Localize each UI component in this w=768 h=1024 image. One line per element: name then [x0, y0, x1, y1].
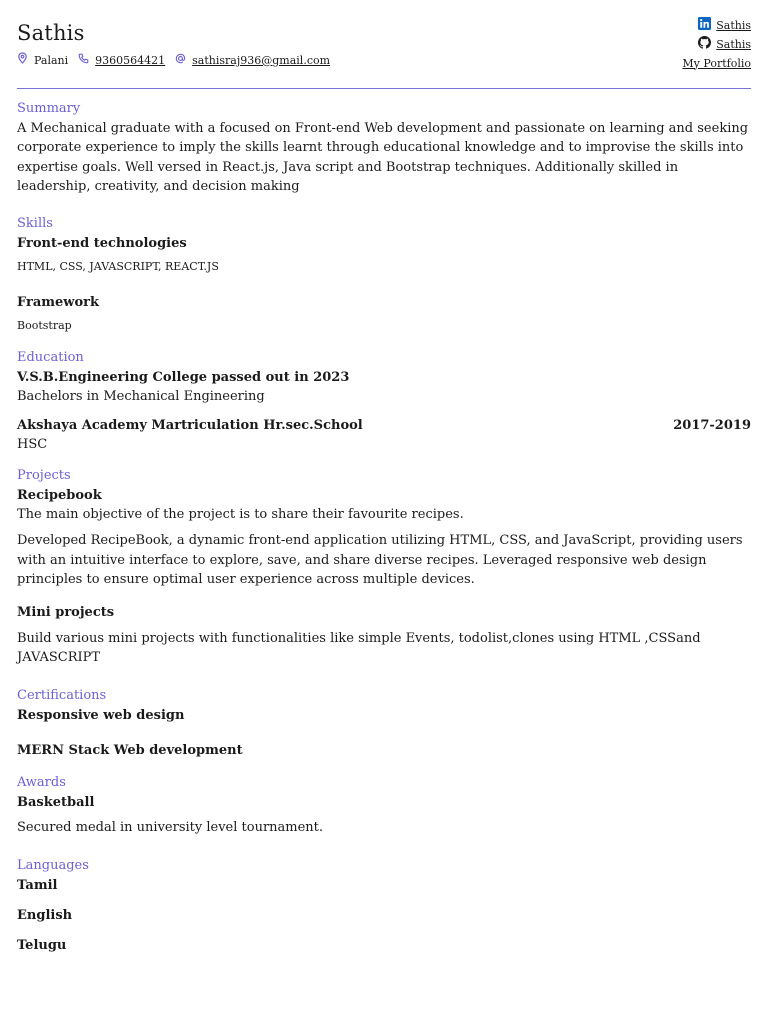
award-name: Basketball	[17, 795, 95, 810]
profile-links	[682, 16, 751, 73]
education-institution: V.S.B.Engineering College passed out in 2023	[17, 370, 350, 385]
location-text: Palani	[34, 53, 69, 67]
skill-group-name: Front-end technologies	[17, 236, 187, 251]
at-sign-icon	[175, 53, 192, 69]
education-institution: Akshaya Academy Martriculation Hr.sec.School	[17, 418, 363, 434]
certifications-section	[17, 687, 751, 760]
project-name: Mini projects	[17, 605, 115, 621]
summary-text: A Mechanical graduate with a focused on Front-end Web development and passionate on learning and seeking corporate experience to imply the skills learnt through educational knowledge and to improvise the skills into expertise goals. Well versed in React.js, Java script and Bootstrap techniques. Additionally skilled in leadership, creativity, and decision making	[17, 121, 749, 194]
location-item	[17, 52, 68, 69]
github-row	[682, 35, 751, 54]
education-heading: Education	[17, 350, 84, 365]
candidate-name: Sathis	[17, 21, 85, 45]
project-objective: The main objective of the project is to share their favourite recipes.	[17, 507, 464, 522]
awards-heading: Awards	[17, 775, 66, 790]
education-years: 2017-2019	[673, 418, 751, 434]
email-link[interactable]: sathisraj936@gmail.com	[192, 53, 331, 67]
certification-item: MERN Stack Web development	[17, 743, 243, 758]
awards-section	[17, 774, 751, 837]
location-pin-icon	[17, 52, 34, 69]
language-item: Tamil	[17, 878, 58, 893]
skill-group-name: Framework	[17, 295, 100, 310]
github-link[interactable]: Sathis	[716, 37, 751, 51]
skills-section	[17, 215, 751, 334]
resume-page	[17, 0, 751, 953]
phone-icon	[78, 53, 95, 69]
projects-section	[17, 467, 751, 668]
skill-group-items: Bootstrap	[17, 319, 72, 332]
linkedin-link[interactable]: Sathis	[716, 18, 751, 32]
award-description: Secured medal in university level tournament.	[17, 820, 324, 835]
education-degree: HSC	[17, 437, 48, 453]
portfolio-row	[682, 54, 751, 73]
language-item: Telugu	[17, 938, 67, 953]
language-item: English	[17, 908, 73, 923]
project-description: Developed RecipeBook, a dynamic front-end application utilizing HTML, CSS, and JavaScript, providing users with an intuitive interface to explore, save, and share diverse recipes. Leveraged responsive web design principles to ensure optimal user experience across multiple devices.	[17, 533, 743, 587]
languages-heading: Languages	[17, 858, 89, 873]
certifications-heading: Certifications	[17, 688, 107, 703]
linkedin-row	[682, 16, 751, 35]
contact-row	[17, 52, 340, 69]
education-section	[17, 349, 751, 455]
summary-heading: Summary	[17, 101, 81, 116]
skill-group-items: HTML, CSS, JAVASCRIPT, REACT.JS	[17, 260, 219, 273]
github-icon	[698, 36, 716, 54]
phone-item	[78, 53, 165, 69]
linkedin-icon	[698, 17, 716, 35]
phone-link[interactable]: 9360564421	[95, 53, 166, 67]
projects-heading: Projects	[17, 468, 71, 483]
skills-heading: Skills	[17, 216, 53, 231]
summary-section	[17, 100, 751, 196]
education-entry	[17, 368, 751, 387]
portfolio-link[interactable]: My Portfolio	[682, 56, 751, 70]
project-description: Build various mini projects with functionalities like simple Events, todolist,clones using HTML ,CSSand JAVASCRIPT	[17, 631, 701, 666]
certification-item: Responsive web design	[17, 708, 185, 723]
languages-section	[17, 857, 751, 955]
email-item	[175, 53, 330, 69]
education-degree: Bachelors in Mechanical Engineering	[17, 389, 265, 404]
project-name: Recipebook	[17, 488, 102, 503]
education-entry	[17, 416, 751, 435]
resume-header	[17, 0, 751, 89]
